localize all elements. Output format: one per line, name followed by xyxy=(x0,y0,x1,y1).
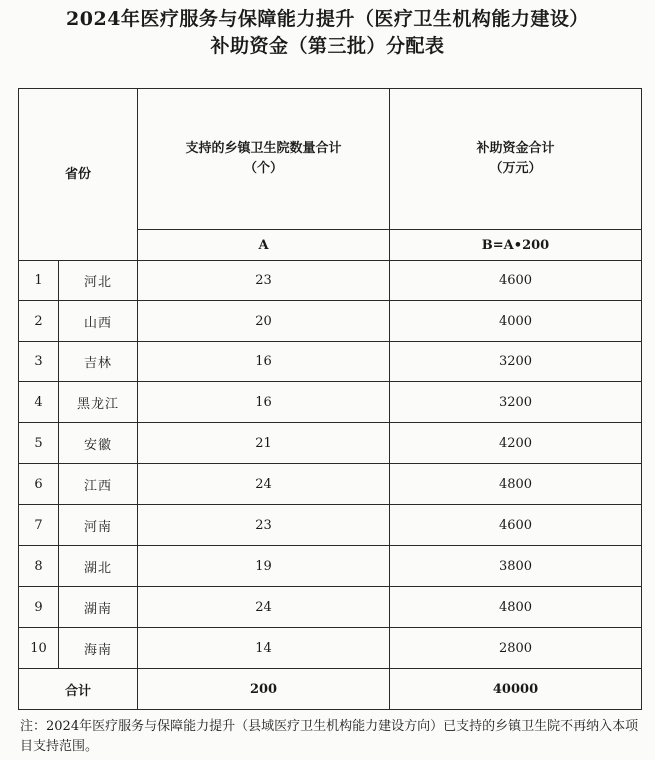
row-funds-cell: 4200 xyxy=(390,423,642,464)
table-row xyxy=(19,587,642,628)
row-funds-cell: 4600 xyxy=(390,261,642,301)
row-province-cell: 湖北 xyxy=(59,546,138,587)
row-seq-cell: 4 xyxy=(19,382,59,423)
row-count-cell: 24 xyxy=(138,587,390,628)
row-count-cell: 14 xyxy=(138,628,390,669)
formula-count: A xyxy=(138,230,390,261)
header-count-unit: （个） xyxy=(244,161,284,176)
row-seq-cell: 9 xyxy=(19,587,59,628)
row-seq-cell: 10 xyxy=(19,628,59,669)
row-province-cell: 安徽 xyxy=(59,423,138,464)
total-funds: 40000 xyxy=(390,669,642,710)
row-count-cell: 16 xyxy=(138,342,390,382)
row-count-cell: 21 xyxy=(138,423,390,464)
row-seq-cell: 2 xyxy=(19,301,59,342)
row-province-cell: 江西 xyxy=(59,464,138,505)
row-funds-cell: 4600 xyxy=(390,505,642,546)
table-row xyxy=(19,382,642,423)
row-province-cell: 湖南 xyxy=(59,587,138,628)
document-title xyxy=(0,6,655,60)
footnote: 注：2024年医疗服务与保障能力提升（县域医疗卫生机构能力建设方向）已支持的乡镇卫生院不再纳入本项目支持范围。 xyxy=(20,719,639,754)
row-funds-cell: 4000 xyxy=(390,301,642,342)
header-count xyxy=(138,89,390,230)
title-line-2: 补助资金（第三批）分配表 xyxy=(210,35,445,57)
row-seq-cell: 3 xyxy=(19,342,59,382)
row-funds-cell: 4800 xyxy=(390,464,642,505)
row-count-cell: 20 xyxy=(138,301,390,342)
row-count-cell: 19 xyxy=(138,546,390,587)
header-funds-unit: （万元） xyxy=(489,161,542,176)
row-funds-cell: 3200 xyxy=(390,382,642,423)
row-funds-cell: 2800 xyxy=(390,628,642,669)
allocation-table xyxy=(18,88,642,710)
table-row xyxy=(19,342,642,382)
row-funds-cell: 3800 xyxy=(390,546,642,587)
row-count-cell: 16 xyxy=(138,382,390,423)
row-count-cell: 23 xyxy=(138,261,390,301)
table-row xyxy=(19,301,642,342)
row-seq-cell: 8 xyxy=(19,546,59,587)
table-row xyxy=(19,628,642,669)
row-seq-cell: 7 xyxy=(19,505,59,546)
row-count-cell: 23 xyxy=(138,505,390,546)
total-label: 合计 xyxy=(19,669,138,710)
row-seq-cell: 5 xyxy=(19,423,59,464)
table-row xyxy=(19,423,642,464)
formula-funds: B=A•200 xyxy=(390,230,642,261)
table-row xyxy=(19,261,642,301)
row-province-cell: 山西 xyxy=(59,301,138,342)
row-seq-cell: 6 xyxy=(19,464,59,505)
table-row xyxy=(19,505,642,546)
table-body xyxy=(19,89,642,710)
total-count: 200 xyxy=(138,669,390,710)
row-seq-cell: 1 xyxy=(19,261,59,301)
header-funds xyxy=(390,89,642,230)
row-province-cell: 黑龙江 xyxy=(59,382,138,423)
row-count-cell: 24 xyxy=(138,464,390,505)
row-province-cell: 海南 xyxy=(59,628,138,669)
row-province-cell: 吉林 xyxy=(59,342,138,382)
table-row xyxy=(19,464,642,505)
header-count-label: 支持的乡镇卫生院数量合计 xyxy=(185,141,342,156)
table-row xyxy=(19,546,642,587)
total-row xyxy=(19,669,642,710)
row-funds-cell: 4800 xyxy=(390,587,642,628)
header-row xyxy=(19,89,642,230)
header-province: 省份 xyxy=(19,89,138,261)
header-funds-label: 补助资金合计 xyxy=(476,141,555,156)
row-province-cell: 河南 xyxy=(59,505,138,546)
row-province-cell: 河北 xyxy=(59,261,138,301)
title-line-1: 2024年医疗服务与保障能力提升（医疗卫生机构能力建设） xyxy=(66,8,589,30)
row-funds-cell: 3200 xyxy=(390,342,642,382)
